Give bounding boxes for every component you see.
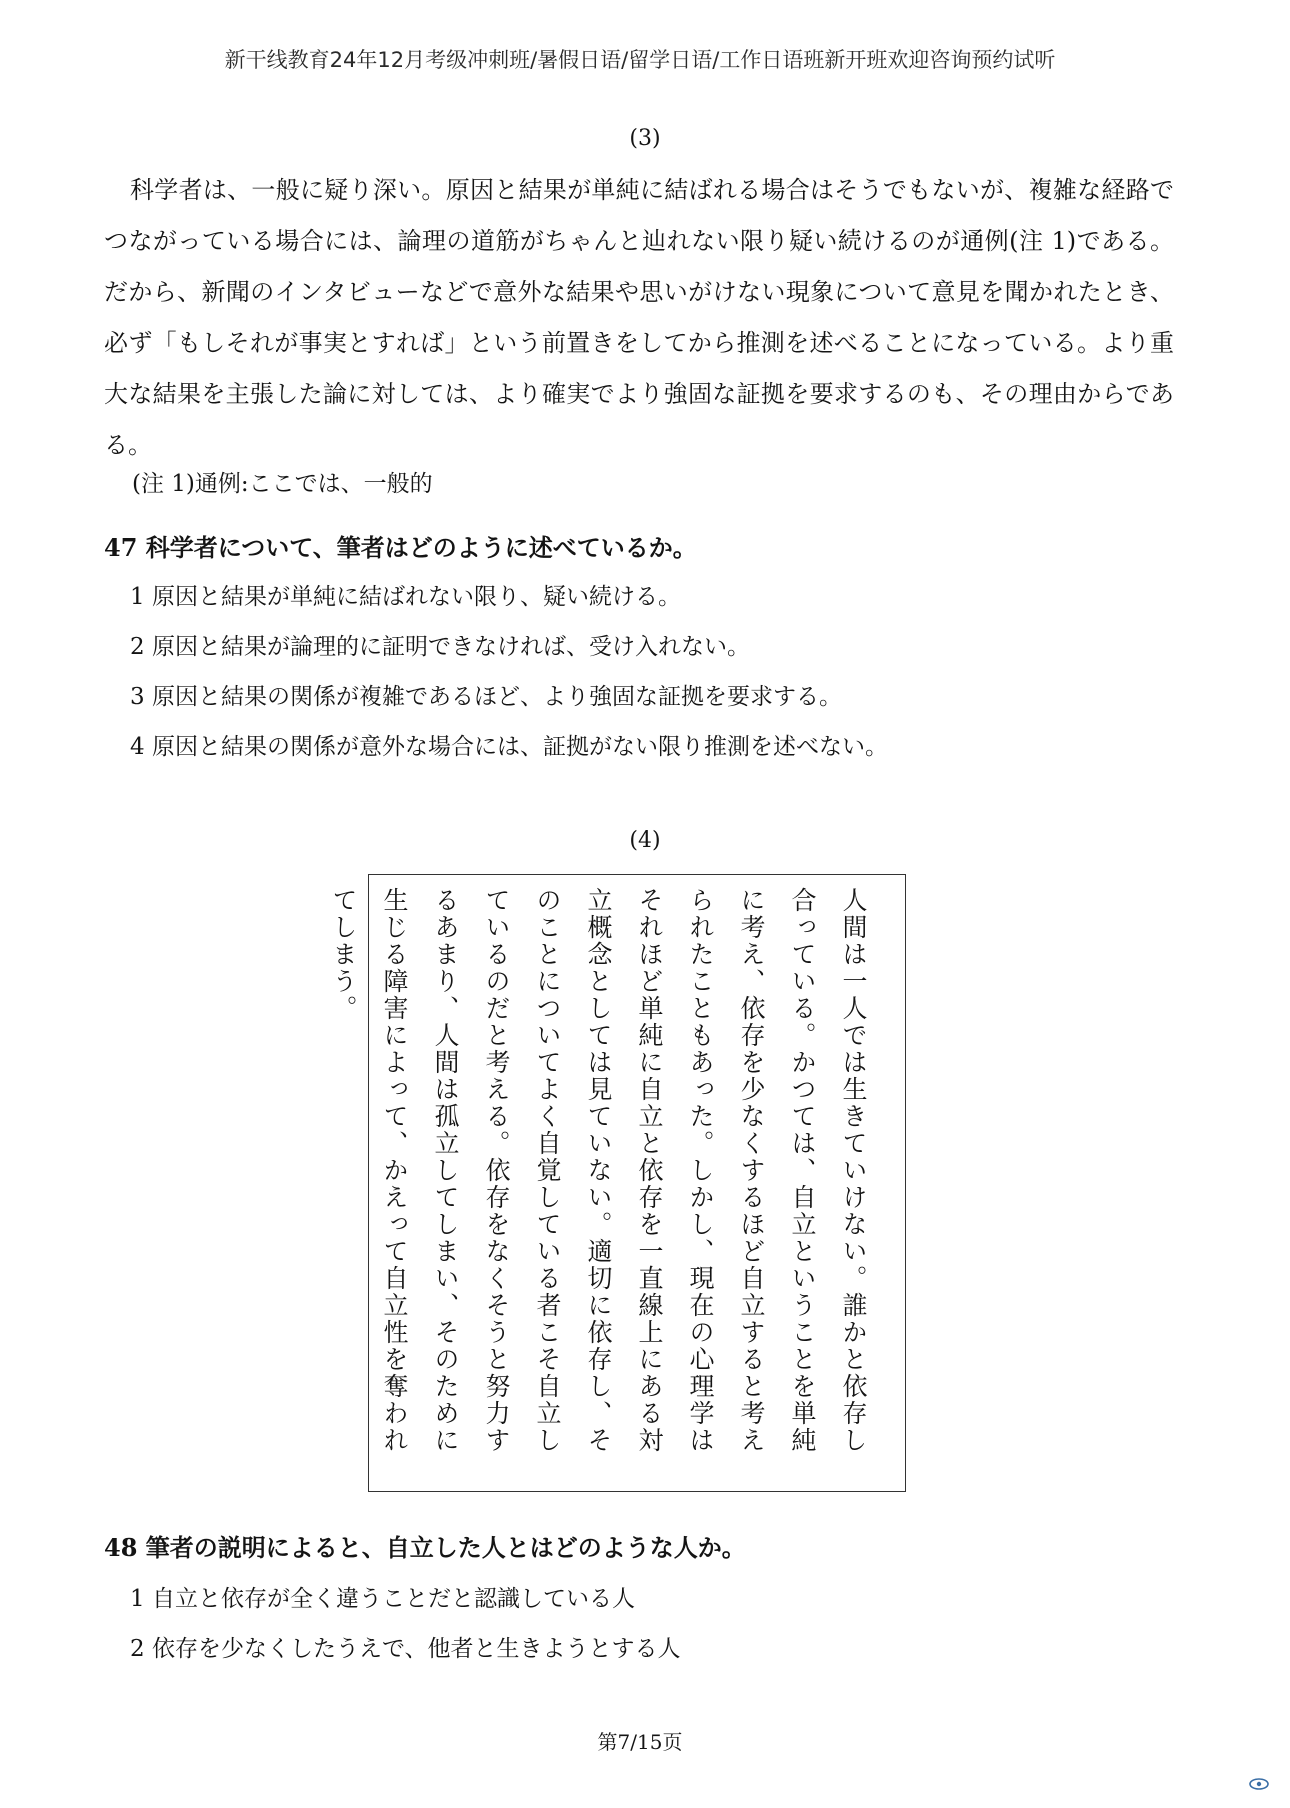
question-48-option-2: 2 依存を少なくしたうえで、他者と生きようとする人 <box>130 1636 681 1662</box>
passage-4-box <box>329 874 906 1492</box>
section-4-number: (4) <box>629 828 661 853</box>
header-banner: 新干线教育24年12月考级冲刺班/暑假日语/留学日语/工作日语班新开班欢迎咨询预约试听 <box>224 48 1056 72</box>
question-47-title: 47 科学者について、筆者はどのように述べているか。 <box>104 533 697 562</box>
question-48-option-1: 1 自立と依存が全く違うことだと認識している人 <box>130 1586 635 1612</box>
question-48-title: 48 筆者の説明によると、自立した人とはどのような人か。 <box>104 1533 746 1562</box>
question-47-option-4: 4 原因と結果の関係が意外な場合には、証拠がない限り推測を述べない。 <box>130 734 888 760</box>
question-47-option-1: 1 原因と結果が単純に結ばれない限り、疑い続ける。 <box>130 584 681 610</box>
page-number: 第7/15页 <box>597 1730 683 1754</box>
passage-3: 科学者は、一般に疑り深い。原因と結果が単純に結ばれる場合はそうでもないが、複雑な経路でつながっている場合には、論理の道筋がちゃんと辿れない限り疑い続けるのが通例(注 1)である。だから、新聞のインタビューなどで意外な結果や思いがけない現象について意見を聞かれたとき、必ず「もしそれが事実とすれば」という前置きをしてから推測を述べることになっている。より重大な結果を主張した論に対しては、より確実でより強固な証拠を要求するのも、その理由からである。 <box>104 176 1174 459</box>
question-47-option-3: 3 原因と結果の関係が複雑であるほど、より強固な証拠を要求する。 <box>130 684 842 710</box>
passage-3-note: (注 1)通例:ここでは、一般的 <box>132 471 433 497</box>
brand-logo-icon <box>1248 1776 1270 1792</box>
question-47-option-2: 2 原因と結果が論理的に証明できなければ、受け入れない。 <box>130 634 750 660</box>
section-3-number: (3) <box>629 126 661 151</box>
passage-4-vertical-text: 人間は一人では生きていけない。誰かと依存し合っている。かつては、自立ということを単純に考え、依存を少なくするほど自立すると考えられたこともあった。しかし、現在の心理学はそれほど単純に自立と依存を一直線上にある対立概念としては見ていない。適切に依存し、そのことについてよく自覚している者こそ自立しているのだと考える。依存をなくそうと努力するあまり、人間は孤立してしまい、そのために生じる障害によって、かえって自立性を奪われてしまう。 <box>329 887 868 1454</box>
